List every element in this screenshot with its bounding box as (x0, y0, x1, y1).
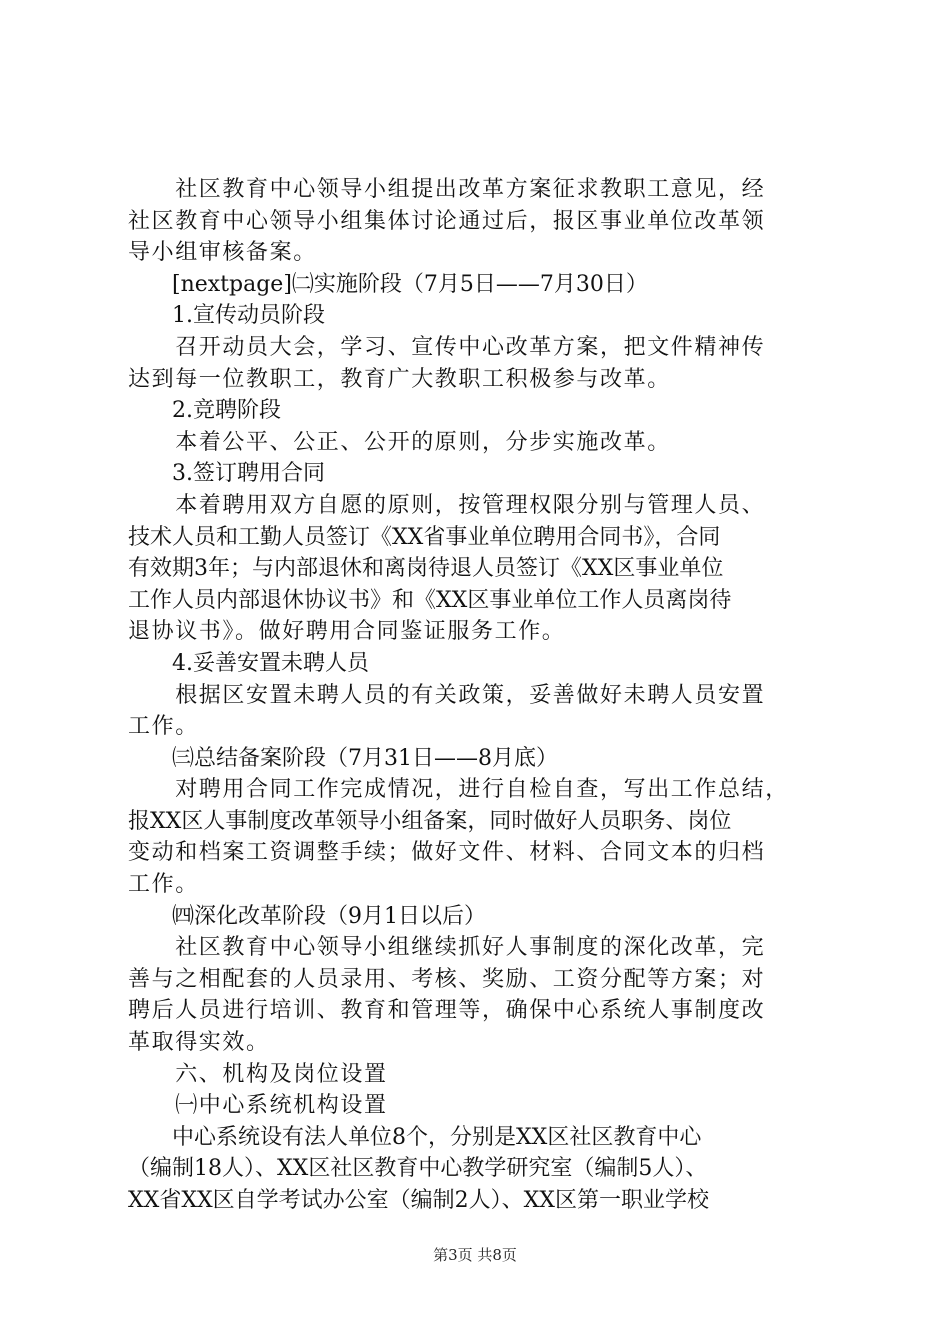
paragraph-line: 变动和档案工资调整手续；做好文件、材料、合同文本的归档 (128, 840, 766, 866)
subsection-heading: ㈠中心系统机构设置 (128, 1093, 388, 1119)
paragraph-line: 中心系统设有法人单位8个，分别是XX区社区教育中心 (128, 1124, 702, 1150)
subsection-heading: 1.宣传动员阶段 (128, 303, 325, 329)
paragraph-line: 工作。 (128, 714, 199, 740)
paragraph-line: 本着公平、公正、公开的原则，分步实施改革。 (128, 429, 671, 455)
paragraph-line: 善与之相配套的人员录用、考核、奖励、工资分配等方案；对 (128, 966, 766, 992)
paragraph-line: 导小组审核备案。 (128, 240, 317, 266)
paragraph-line: 工作。 (128, 872, 199, 898)
paragraph-line: 社区教育中心领导小组集体讨论通过后，报区事业单位改革领 (128, 208, 766, 234)
section-heading: [nextpage]㈡实施阶段（7月5日——7月30日） (128, 271, 648, 297)
section-heading: ㈣深化改革阶段（9月1日以后） (128, 903, 486, 929)
paragraph-line: 有效期3年；与内部退休和离岗待退人员签订《XX区事业单位 (128, 556, 724, 582)
paragraph-line: 退协议书》。做好聘用合同鉴证服务工作。 (128, 619, 566, 645)
paragraph-line: 社区教育中心领导小组提出改革方案征求教职工意见，经 (128, 177, 766, 202)
subsection-heading: 2.竞聘阶段 (128, 398, 281, 424)
paragraph-line: 社区教育中心领导小组继续抓好人事制度的深化改革，完 (128, 935, 766, 961)
subsection-heading: 3.签订聘用合同 (128, 461, 325, 487)
paragraph-line: 根据区安置未聘人员的有关政策，妥善做好未聘人员安置 (128, 682, 766, 708)
subsection-heading: 4.妥善安置未聘人员 (128, 650, 369, 676)
paragraph-line: 报XX区人事制度改革领导小组备案，同时做好人员职务、岗位 (128, 808, 732, 834)
page-footer (0, 1245, 950, 1265)
paragraph-line: （编制18人）、XX区社区教育中心教学研究室（编制5人）、 (128, 1156, 708, 1182)
paragraph-line: XX省XX区自学考试办公室（编制2人）、XX区第一职业学校 (128, 1188, 709, 1213)
paragraph-line: 对聘用合同工作完成情况，进行自检自查，写出工作总结， (128, 777, 789, 803)
section-heading: 六、机构及岗位设置 (128, 1061, 388, 1087)
paragraph-line: 本着聘用双方自愿的原则，按管理权限分别与管理人员、 (128, 492, 766, 518)
paragraph-line: 革取得实效。 (128, 1030, 270, 1056)
paragraph-line: 达到每一位教职工，教育广大教职工积极参与改革。 (128, 366, 671, 392)
paragraph-line: 技术人员和工勤人员签订《XX省事业单位聘用合同书》，合同 (128, 524, 721, 550)
document-body (128, 174, 833, 1217)
paragraph-line: 召开动员大会，学习、宣传中心改革方案，把文件精神传 (128, 334, 766, 360)
paragraph-line: 工作人员内部退休协议书》和《XX区事业单位工作人员离岗待 (128, 587, 732, 613)
page-number-label: 第3页 共8页 (433, 1246, 517, 1264)
section-heading: ㈢总结备案阶段（7月31日——8月底） (128, 745, 558, 771)
paragraph-line: 聘后人员进行培训、教育和管理等，确保中心系统人事制度改 (128, 998, 766, 1024)
